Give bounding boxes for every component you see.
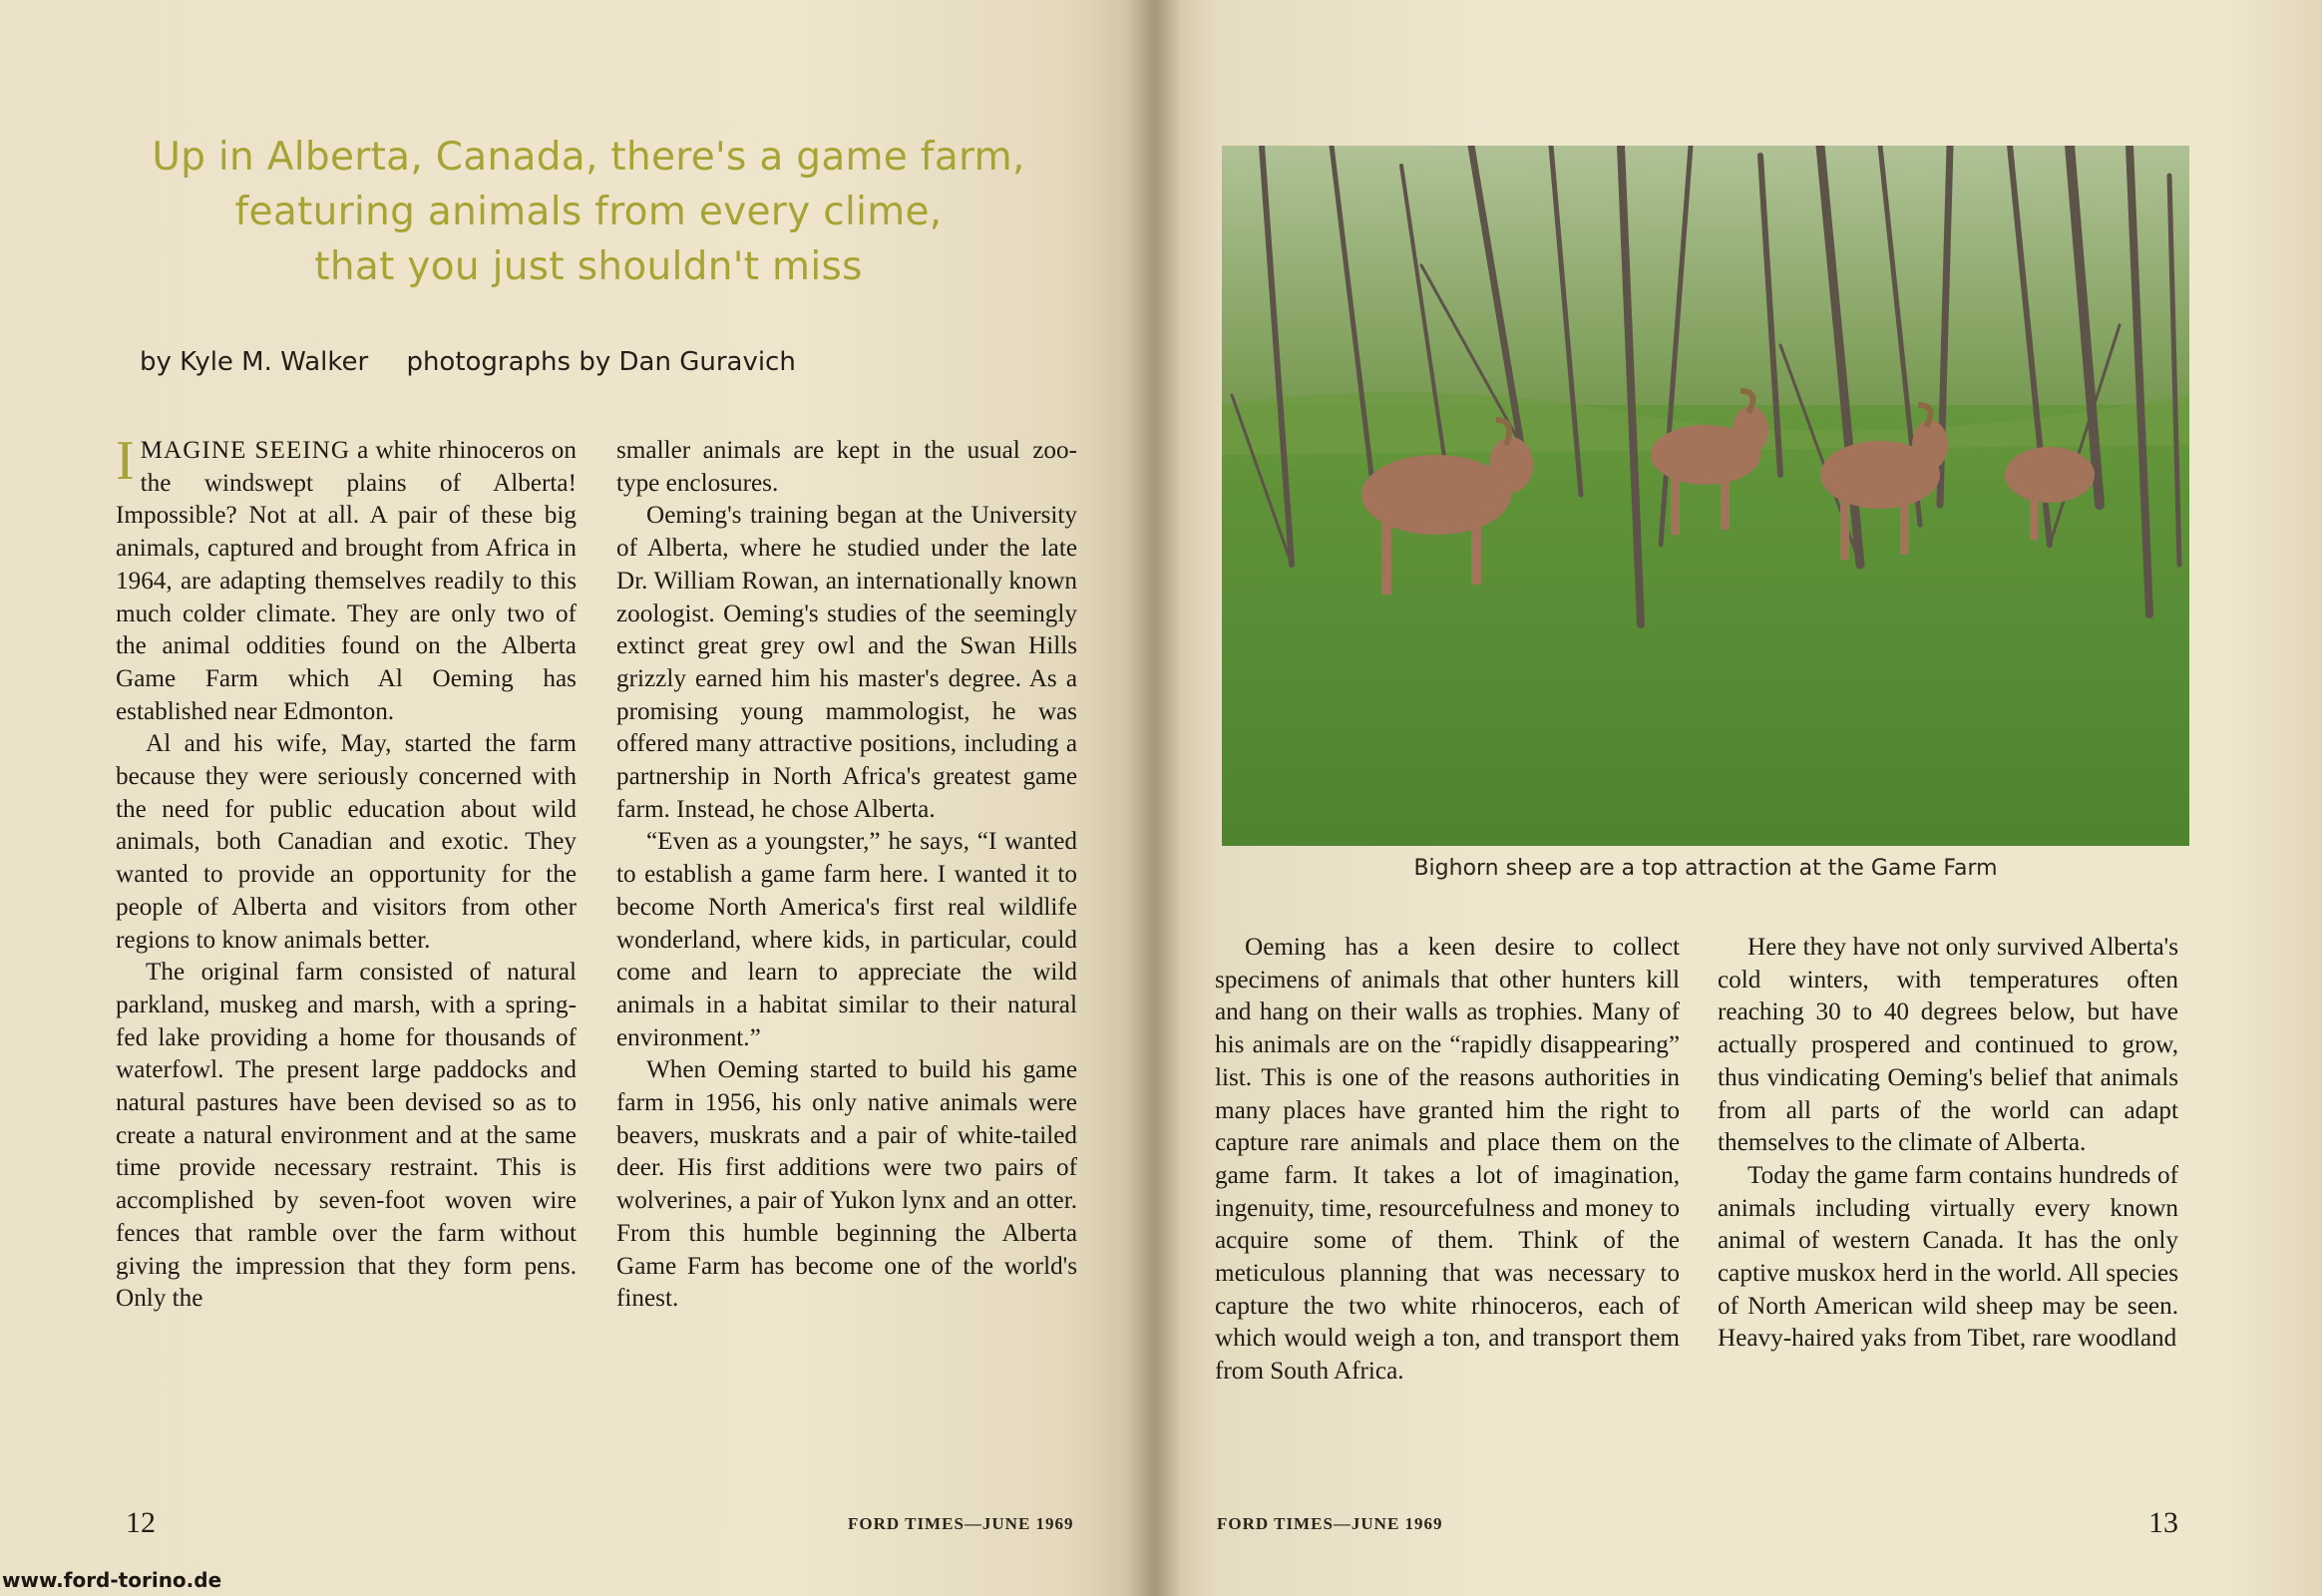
paragraph: Today the game farm contains hundreds of animals including virtually every known animal of western Canada. It has the only captive muskox herd in the world. All species of North American wild sheep may be seen. Heavy-haired yaks from Tibet, rare woodland	[1718, 1161, 2178, 1353]
paragraph: smaller animals are kept in the usual zoo-type enclosures.	[616, 437, 1077, 497]
photo-caption: Bighorn sheep are a top attraction at the Game Farm	[1413, 856, 1998, 881]
left-page-column-2	[616, 435, 1077, 1316]
photo-credit: photographs by Dan Guravich	[406, 347, 796, 377]
paragraph: Oeming's training began at the University of Alberta, where he studied under the late Dr. William Rowan, an internationally known zoologist. Oeming's studies of the seemingly extinct great grey owl and the Swan Hills grizzly earned him his master's degree. As a promising young mammologist, he was offered many attractive positions, including a partnership in North Africa's greatest game farm. Instead, he chose Alberta.	[616, 502, 1077, 823]
paragraph: Oeming has a keen desire to collect specimens of animals that other hunters kill and hang on their walls as trophies. Many of his animals are on the “rapidly disappearing” list. This is one of the reasons authorities in many places have granted him the right to capture rare animals and place them on the game farm. It takes a lot of imagination, ingenuity, time, resourcefulness and money to acquire some of them. Think of the meticulous planning that was necessary to capture the two white rhinoceros, each of which would weigh a ton, and transport them from South Africa.	[1215, 934, 1680, 1386]
paragraph: The original farm consisted of natural parkland, muskeg and marsh, with a spring-fed lake providing a home for thousands of waterfowl. The present large paddocks and natural pastures have been devised so as to create a natural environment and at the same time provide necessary restraint. This is accomplished by seven-foot woven wire fences that ramble over the farm without giving the impression that they form pens. Only the	[116, 959, 577, 1313]
paragraph: Al and his wife, May, started the farm because they were seriously concerned with the need for public education about wild animals, both Canadian and exotic. They wanted to provide an opportunity for the people of Alberta and visitors from other regions to know animals better.	[116, 730, 577, 954]
paragraph: When Oeming started to build his game farm in 1956, his only native animals were beavers, muskrats and a pair of white-tailed deer. His first additions were two pairs of wolverines, a pair of Yukon lynx and an otter. From this humble beginning the Alberta Game Farm has become one of the world's finest.	[616, 1056, 1077, 1313]
headline-line: Up in Alberta, Canada, there's a game farm,	[152, 135, 1025, 180]
lead-in: MAGINE SEEING	[140, 437, 351, 464]
author-credit: by Kyle M. Walker	[140, 347, 369, 377]
page-number: 12	[126, 1506, 156, 1539]
left-page-column-1	[116, 430, 577, 1316]
running-foot: FORD TIMES—JUNE 1969	[848, 1514, 1074, 1533]
paragraph: Here they have not only survived Alberta's cold winters, with temperatures often reaching 30 to 40 degrees below, but have actually prospered and continued to grow, thus vindicating Oeming's belief that animals from all parts of the world can adapt themselves to the climate of Alberta.	[1718, 934, 2178, 1157]
paragraph-text: a white rhinoceros on the windswept plains of Alberta! Impossible? Not at all. A pair of these big animals, captured and brought from Africa in 1964, are adapting themselves readily to this much colder climate. They are only two of the animal oddities found on the Alberta Game Farm which Al Oeming has established near Edmonton.	[116, 437, 577, 725]
headline-line: that you just shouldn't miss	[314, 244, 863, 289]
right-page-column-2	[1718, 932, 2178, 1356]
running-foot: FORD TIMES—JUNE 1969	[1217, 1514, 1443, 1533]
article-headline	[110, 130, 1067, 294]
paragraph	[116, 430, 577, 728]
photo-illustration	[1222, 146, 2189, 846]
page-number: 13	[2148, 1506, 2178, 1539]
gutter-shadow	[1125, 0, 1181, 1596]
byline	[140, 347, 1037, 377]
right-page-column-1	[1215, 932, 1680, 1389]
headline-line: featuring animals from every clime,	[234, 190, 943, 234]
website-watermark: www.ford-torino.de	[2, 1568, 222, 1592]
left-page	[0, 0, 1149, 1596]
bighorn-sheep-photo	[1222, 146, 2189, 846]
drop-cap: I	[116, 430, 135, 492]
paragraph: “Even as a youngster,” he says, “I wanted to establish a game farm here. I wanted it to become North America's first real wildlife wonderland, where kids, in particular, could come and learn to appreciate the wild animals in a habitat similar to their natural environment.”	[616, 828, 1077, 1051]
